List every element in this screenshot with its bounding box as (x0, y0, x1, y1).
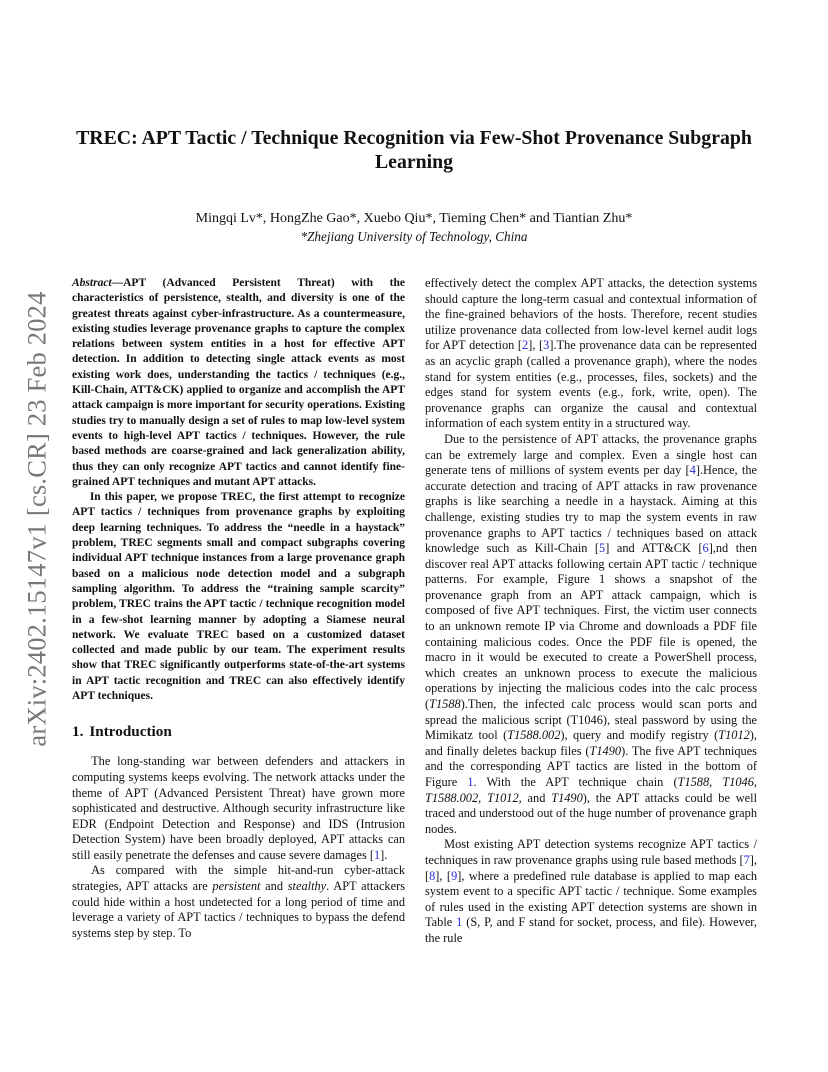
intro-text: ] and ATT&CK [ (605, 541, 703, 556)
intro-text: ],nd then discover real APT attacks following certain APT tactic / technique patterns. For example, Figure 1 shows a snapshot of the provenance graph from an APT attack campaign, which is composed of five APT techniques. First, the victim user connects to an unknown remote IP via Chrome and downloads a PDF file containing malicious codes. Once the PDF file is opened, the macro in it would be executed to create a PowerShell process, which creates an unknown process to execute the malicious operations by injecting the malicious codes into the calc process ( (425, 541, 757, 712)
intro-text: ), and finally deletes backup files ( (425, 728, 757, 758)
intro-paragraph-4 (425, 837, 757, 946)
arxiv-identifier[interactable]: arXiv:2402.15147v1 [cs.CR] 23 Feb 2024 (21, 291, 52, 747)
intro-text: Most existing APT detection systems recognize APT tactics / techniques in raw provenance graphs using rule based methods [ (425, 837, 757, 867)
technique-id: T1588 (677, 775, 710, 789)
intro-text: , and (518, 790, 552, 805)
intro-text: ).Then, the infected calc process would scan ports and spread the malicious script (T1046), steal password by using the Mimikatz tool ( (425, 697, 757, 743)
intro-text: ), query and modify registry ( (560, 728, 719, 743)
table-link[interactable]: 1 (456, 915, 463, 930)
intro-paragraph-3 (425, 432, 757, 837)
intro-text: ], [ (425, 852, 757, 883)
citation-link[interactable]: 2 (522, 338, 529, 353)
intro-text: effectively detect the complex APT attacks, the detection systems should capture the long-term casual and contextual information of the fine-grained behaviors of the hosts. Therefore, recent studies utilize provenance data collected from low-level kernel audit logs for APT detection [ (425, 276, 757, 353)
technique-id: T1588.002 (425, 790, 479, 805)
emphasis-text: persistent (212, 879, 261, 894)
citation-link[interactable]: 8 (429, 868, 436, 883)
intro-text: ). The five APT techniques and the corresponding APT tactics are listed in the bottom of Figure (425, 743, 757, 789)
abstract-paragraph-1 (72, 276, 405, 490)
technique-id: T1588 (429, 697, 461, 712)
intro-text: , (709, 775, 723, 789)
intro-paragraph-1 (72, 754, 405, 863)
abstract-text-1: —APT (Advanced Persistent Threat) with the characteristics of persistence, stealth, and diversity is one of the greatest threats against cyber-infrastructure. As a countermeasure, existing studies leverage provenance graphs to capture the complex relations between system entities in a host for effective APT detection. In addition to detecting single attack events as most existing work does, understanding the tactics / techniques (e.g., Kill-Chain, ATT&CK) applied to organize and accomplish the APT attack campaign is more important for security operations. Existing studies try to manually design a set of rules to map low-level system events to high-level APT tactics / techniques. However, the rule based methods are coarse-grained and lack generalization ability, thus they can only recognize APT tactics and cannot identify fine-grained APT techniques and mutant APT attacks. (72, 277, 405, 488)
intro-text: , (753, 775, 757, 789)
citation-link[interactable]: 7 (743, 852, 750, 867)
technique-id: T1490 (589, 743, 622, 758)
citation-link[interactable]: 9 (451, 868, 458, 883)
intro-text: ]. (380, 847, 388, 862)
citation-link[interactable]: 1 (373, 847, 381, 862)
intro-text: (S, P, and F stand for socket, process, and file). However, the rule (425, 915, 757, 945)
technique-id: T1012 (718, 728, 750, 743)
intro-text: and (260, 879, 288, 894)
intro-text: Due to the persistence of APT attacks, the provenance graphs can be extremely large and complex. Even a single host can generate tens of millions of system events per day [ (425, 431, 757, 478)
intro-paragraph-2-continued (425, 276, 757, 432)
author-affiliation: *Zhejiang University of Technology, China (300, 229, 528, 244)
author-list: Mingqi Lv*, HongZhe Gao*, Xuebo Qiu*, Tieming Chen* and Tiantian Zhu* (195, 211, 633, 226)
section-heading-introduction (72, 722, 405, 741)
paper-title: TREC: APT Tactic / Technique Recognition via Few-Shot Provenance Subgraph Learning (76, 127, 752, 173)
technique-id: T1588.002 (507, 728, 561, 743)
intro-text: ], [ (528, 338, 544, 353)
figure-link[interactable]: 1 (467, 775, 474, 789)
technique-id: T1046 (722, 775, 754, 789)
intro-text: As compared with the simple hit-and-run cyber-attack strategies, APT attacks are (72, 863, 405, 894)
intro-text: . With the APT technique chain ( (473, 775, 678, 789)
section-title: Introduction (89, 723, 172, 741)
right-column (425, 276, 757, 947)
intro-text: , (478, 790, 488, 805)
section-number: 1. (72, 723, 84, 741)
citation-link[interactable]: 5 (599, 541, 606, 556)
abstract-label: Abstract (72, 277, 112, 289)
intro-text: The long-standing war between defenders and attackers in computing systems keeps evolving. The network attacks under the theme of APT (Advanced Persistent Threat) have grown more sophisticated and destructive. Although security infrastructure like EDR (Endpoint Detection and Response) and IDS (Intrusion Detection System) have been broadly deployed, APT attacks can still easily penetrate the defenses and cause severe damages [ (72, 754, 405, 862)
technique-id: T1490 (551, 790, 583, 805)
citation-link[interactable]: 4 (689, 463, 696, 478)
intro-paragraph-2 (72, 863, 405, 941)
citation-link[interactable]: 3 (543, 338, 550, 353)
intro-text: ], [ (435, 868, 452, 883)
emphasis-text: stealthy (287, 879, 327, 894)
technique-id: T1012 (487, 790, 519, 805)
citation-link[interactable]: 6 (702, 541, 709, 556)
abstract-paragraph-2: In this paper, we propose TREC, the first attempt to recognize APT tactics / techniques from provenance graphs by exploiting deep learning techniques. To address the “needle in a haystack” problem, TREC segments small and compact subgraphs covering individual APT technique instances from a large provenance graph based on a malicious node detection model and a subgraph sampling algorithm. To address the “training sample scarcity” problem, TREC trains the APT tactic / technique recognition model in a few-shot learning manner by adopting a Siamese neural network. We evaluate TREC based on a customized dataset collected and made public by our team. The experiment results show that TREC significantly outperforms state-of-the-art systems in APT tactic recognition and TREC can also effectively identify APT techniques. (72, 491, 405, 703)
left-column (72, 276, 405, 941)
intro-text: ], where a predefined rule database is applied to map each system event to a specific APT tactic / technique. Some examples of rules used in the existing APT detection systems are shown in Table (425, 868, 757, 930)
arxiv-sidebar (21, 278, 52, 760)
intro-text: ].Hence, the accurate detection and tracing of APT attacks in raw provenance graphs is like searching a needle in a haystack. Aiming at this challenge, existing studies try to map the system events in raw provenance graphs to APT tactics / techniques based on attack knowledge such as Kill-Chain [ (425, 463, 757, 556)
intro-text: ), the APT attacks could be well traced and understood out of the huge number of provenance graph nodes. (425, 790, 757, 836)
intro-text: ].The provenance data can be represented as an acyclic graph (called a provenance graph), where the nodes stand for system entities (e.g., processes, files, sockets) and the edges stand for system events (e.g., fork, write, open). The provenance graphs can organize the causal and contextual information of each system entity in a structured way. (425, 338, 757, 431)
intro-text: . APT attackers could hide within a host undetected for a long period of time and leverage a variety of APT tactics / techniques to bypass the defend systems step by step. To (72, 879, 405, 940)
